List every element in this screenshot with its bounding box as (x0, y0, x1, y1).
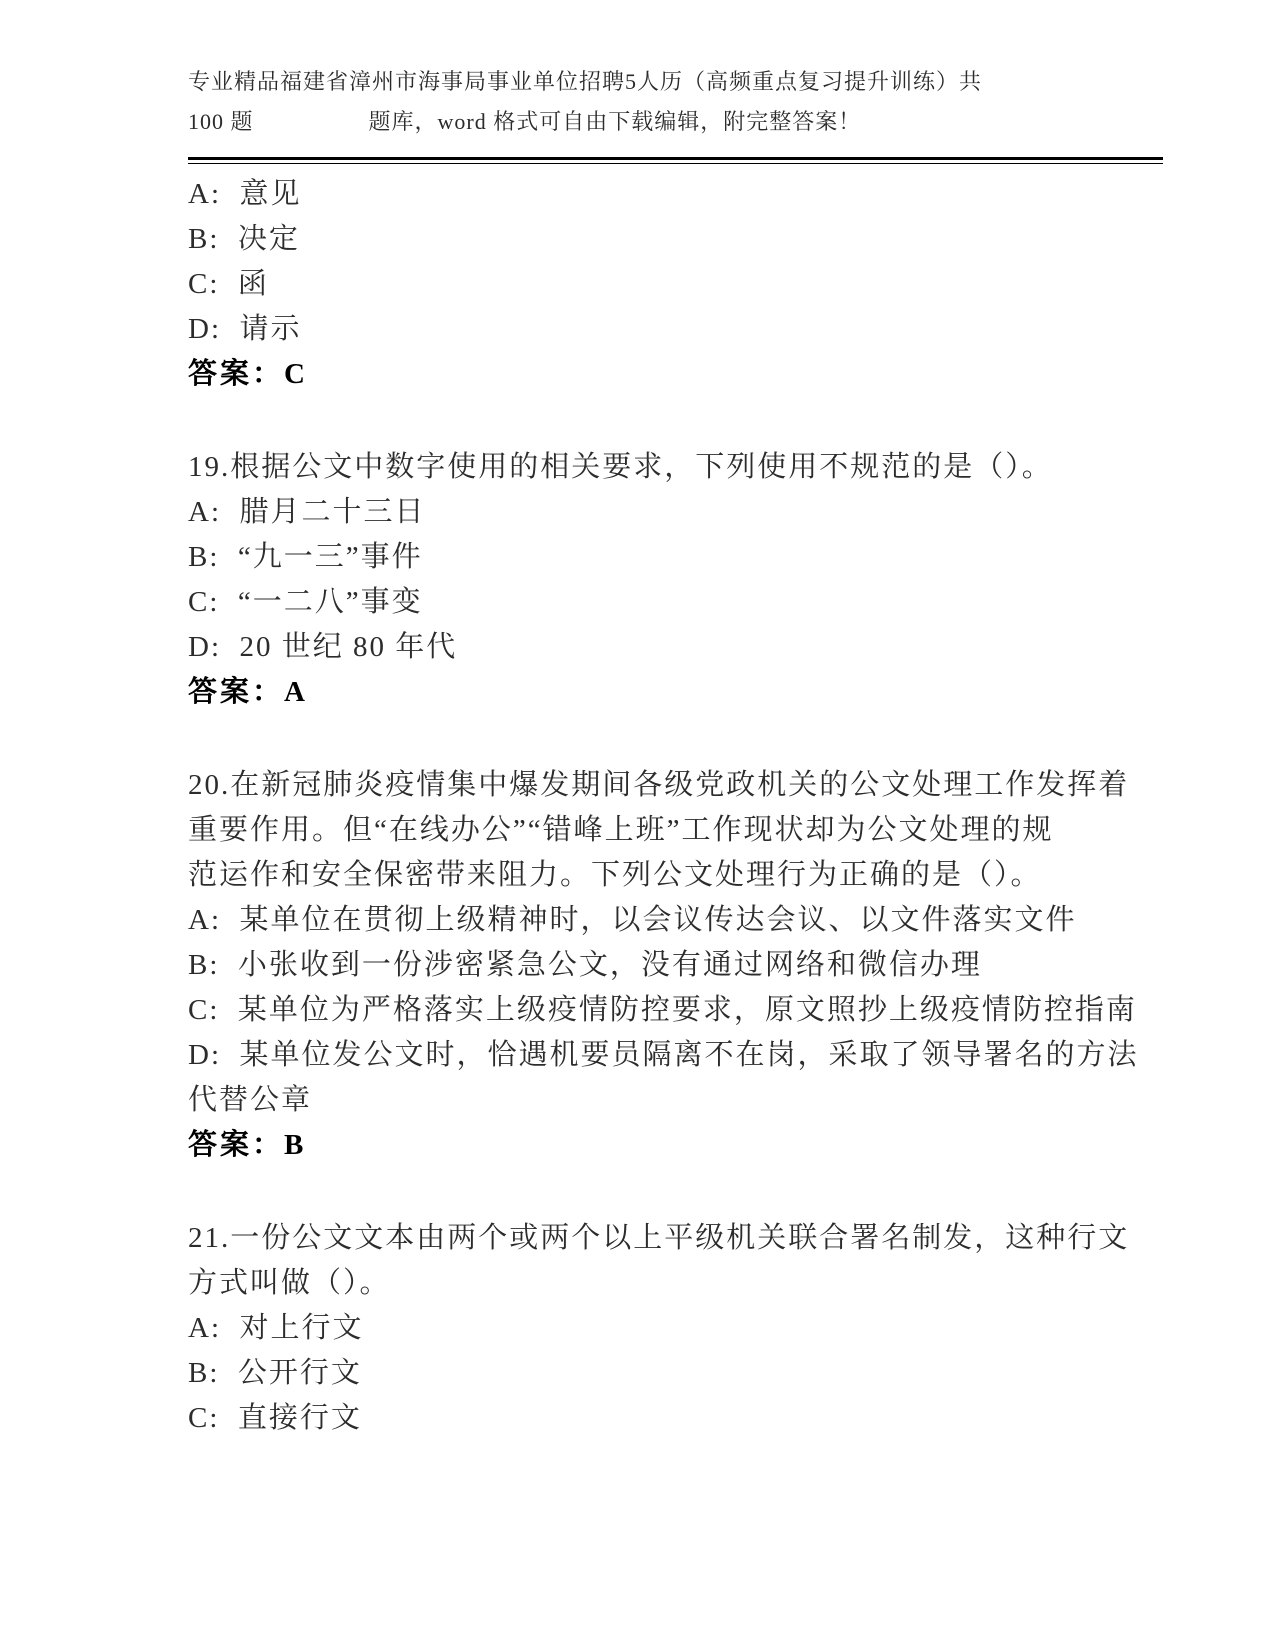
question-20-stem-line3: 范运作和安全保密带来阻力。下列公文处理行为正确的是（）。 (188, 859, 1042, 891)
question-21-stem-line2: 方式叫做（）。 (188, 1267, 391, 1299)
question-21-stem-line1: 21.一份公文文本由两个或两个以上平级机关联合署名制发，这种行文 (188, 1222, 1130, 1254)
question-21-option-a: A: 对上行文 (188, 1312, 364, 1344)
question-20-option-d-continuation: 代替公章 (188, 1084, 313, 1116)
question-19-option-d: D: 20 世纪 80 年代 (188, 631, 458, 663)
question-18-option-b: B: 决定 (188, 223, 300, 255)
document-body (188, 172, 1163, 1441)
question-19-block (188, 445, 1163, 715)
question-19-option-c: C: “一二八”事变 (188, 586, 423, 618)
question-18-option-a: A: 意见 (188, 178, 302, 210)
question-20-block (188, 763, 1163, 1168)
header-double-rule (188, 157, 1163, 164)
question-21-block (188, 1216, 1163, 1441)
question-20-option-c: C: 某单位为严格落实上级疫情防控要求，原文照抄上级疫情防控指南 (188, 994, 1137, 1026)
question-18-answer: 答案：C (188, 358, 308, 390)
question-21-option-c: C: 直接行文 (188, 1402, 362, 1434)
question-20-stem-line1: 20.在新冠肺炎疫情集中爆发期间各级党政机关的公文处理工作发挥着 (188, 769, 1130, 801)
question-19-answer: 答案：A (188, 676, 308, 708)
question-20-option-a: A: 某单位在贯彻上级精神时，以会议传达会议、以文件落实文件 (188, 904, 1077, 936)
question-19-option-b: B: “九一三”事件 (188, 541, 423, 573)
question-18-option-d: D: 请示 (188, 313, 302, 345)
question-21-option-b: B: 公开行文 (188, 1357, 362, 1389)
question-18-block (188, 172, 1163, 397)
question-20-option-b: B: 小张收到一份涉密紧急公文，没有通过网络和微信办理 (188, 949, 982, 981)
page-header (188, 62, 1163, 164)
question-20-stem-line2: 重要作用。但“在线办公”“错峰上班”工作现状却为公文处理的规 (188, 814, 1054, 846)
question-19-stem: 19.根据公文中数字使用的相关要求，下列使用不规范的是（）。 (188, 451, 1053, 483)
question-18-option-c: C: 函 (188, 268, 269, 300)
question-20-option-d: D: 某单位发公文时，恰遇机要员隔离不在岗，采取了领导署名的方法 (188, 1039, 1139, 1071)
header-title-line1: 专业精品福建省漳州市海事局事业单位招聘5人历（高频重点复习提升训练）共 (188, 69, 983, 94)
header-title-line2: 100 题 题库，word 格式可自由下载编辑，附完整答案！ (188, 109, 862, 134)
question-20-answer: 答案：B (188, 1129, 307, 1161)
question-19-option-a: A: 腊月二十三日 (188, 496, 426, 528)
